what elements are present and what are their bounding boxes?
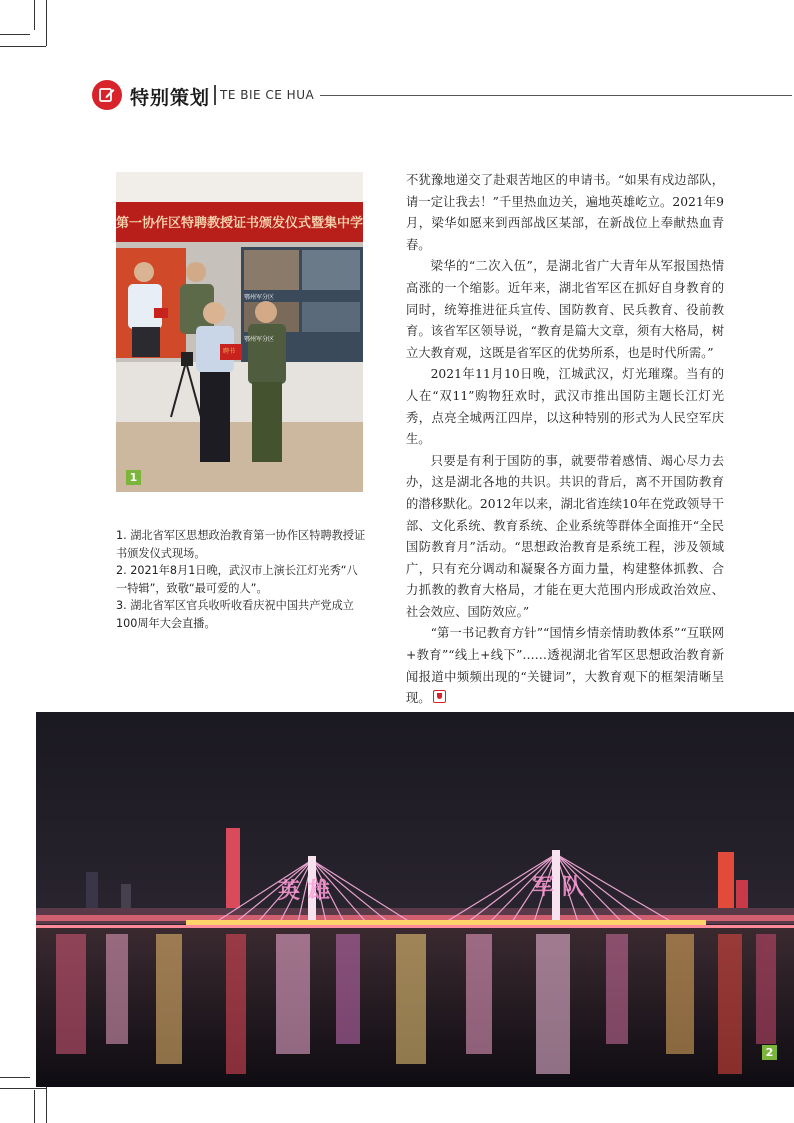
photo-number-badge: 1	[126, 470, 141, 485]
photo-ceremony	[116, 172, 363, 492]
crop-mark	[0, 46, 46, 47]
caption-item: 3. 湖北省军区官兵收听收看庆祝中国共产党成立100周年大会直播。	[116, 599, 354, 630]
photo-captions	[116, 527, 366, 632]
ceremony-banner: 第一协作区特聘教授证书颁发仪式暨集中学	[116, 216, 363, 231]
article-paragraph: 只要是有利于国防的事，就要带着感情、竭心尽力去办，这是湖北各地的共识。共识的背后，离不开国防教育的潜移默化。2012年以来，湖北省连续10年在党政领导干部、文化系统、教育系统、企业系统等群体全面推开“全民国防教育月”活动。“思想政治教育是系统工程，涉及领域广，只有充分调动和凝聚各方面力量，构建整体抓教、合力抓教的教育大格局，才能在更大范围内形成政治效应、社会效应、国防效应。”	[406, 453, 724, 619]
article-paragraph: 2021年11月10日晚，江城武汉，灯光璀璨。当有的人在“双11”购物狂欢时，武汉市推出国防主题长江灯光秀，点亮全城两江四岸，以这种特别的形式为人民空军庆生。	[406, 367, 724, 447]
article-body	[406, 170, 724, 710]
bridge-light-text: 英雄	[278, 879, 339, 904]
section-title: 特别策划	[130, 87, 211, 109]
caption-item: 1. 湖北省军区思想政治教育第一协作区特聘教授证书颁发仪式现场。	[116, 529, 366, 560]
article-paragraph: 不犹豫地递交了赴艰苦地区的申请书。“如果有戍边部队，请一定让我去！”千里热血边关，遍地英雄屹立。2021年9月，梁华如愿来到西部战区某部，在新战位上奉献热血青春。	[406, 173, 724, 252]
header-rule	[320, 95, 792, 96]
article-paragraph: 梁华的“二次入伍”，是湖北省广大青年从军报国热情高涨的一个缩影。近年来，湖北省军区在抓好自身教育的同时，统筹推进征兵宣传、国防教育、民兵教育、役前教育。该省军区领导说，“教育是篇大文章，须有大格局，树立大教育观，这既是省军区的优势所系，也是时代所需。”	[406, 259, 724, 360]
bridge-light-text: 军队	[532, 875, 593, 900]
crop-mark	[46, 0, 47, 46]
certificate-label: 聘书	[223, 348, 236, 355]
crop-mark	[0, 34, 30, 35]
crop-mark	[34, 0, 35, 30]
article-paragraph	[406, 623, 724, 709]
section-subtitle: TE BIE CE HUA	[220, 88, 315, 102]
photo-number-badge: 2	[762, 1045, 777, 1060]
edit-icon	[92, 80, 122, 110]
caption-item: 2. 2021年8月1日晚，武汉市上演长江灯光秀“八一特辑”，致敬“最可爱的人”。	[116, 564, 358, 595]
header-separator	[214, 85, 216, 105]
crop-mark	[0, 1077, 30, 1078]
screen-label: 鄂州军分区	[244, 294, 275, 301]
article-paragraph-text: “第一书记教育方针”“国情乡情亲情助教体系”“互联网+教育”“线上+线下”……透视湖北省军区思想政治教育新闻报道中频频出现的“关键词”，大教育观下的框架清晰呈现。	[406, 626, 724, 706]
end-mark-icon	[433, 690, 446, 703]
crop-mark	[34, 1090, 35, 1123]
photo-bridge-lightshow	[36, 712, 794, 1087]
screen-label: 鄂州军分区	[244, 336, 275, 343]
crop-mark	[0, 1088, 46, 1089]
section-header	[92, 80, 792, 112]
